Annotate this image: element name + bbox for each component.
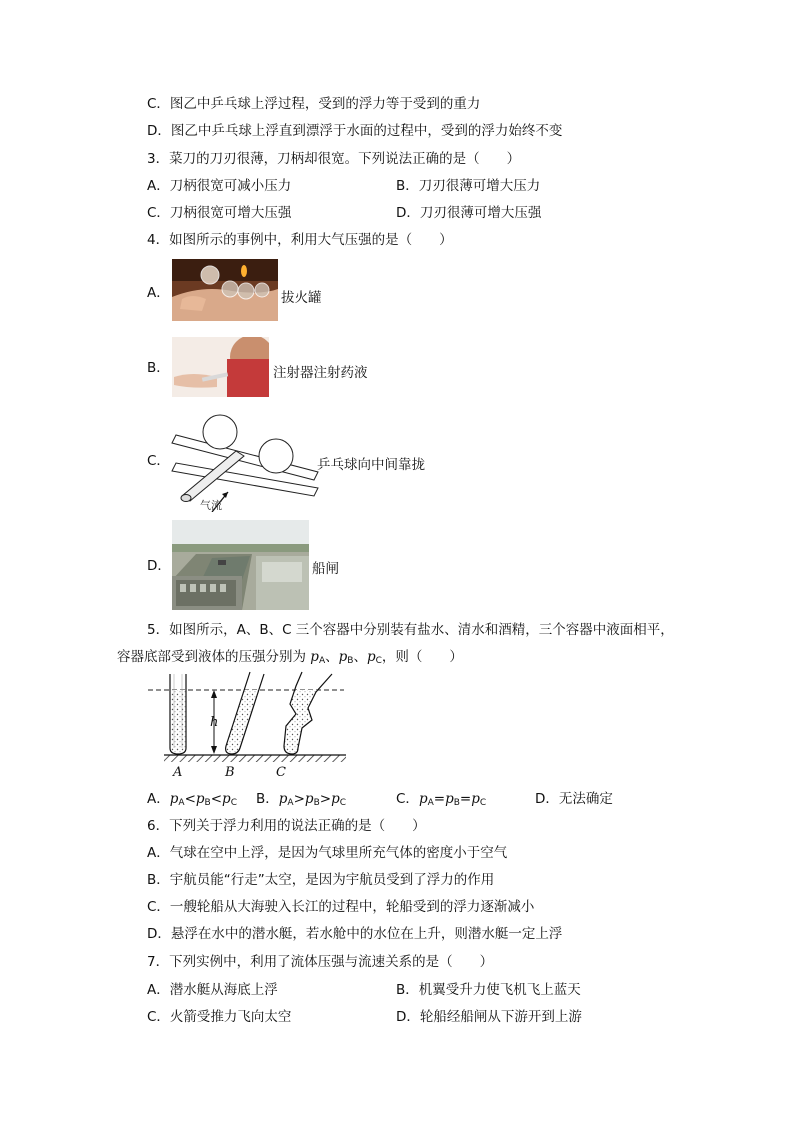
q5-b-s1: A (287, 798, 294, 808)
q5-option-b (256, 790, 346, 812)
q5-option-d: D．无法确定 (535, 791, 613, 807)
q7-option-d: D．轮船经船闸从下游开到上游 (396, 1009, 582, 1025)
cupping-photo (172, 259, 278, 321)
q5-stem-suffix: ，则（ ） (381, 649, 463, 665)
q5-c-p1: p (418, 791, 428, 807)
q7-option-c: C．火箭受推力飞向太空 (147, 1009, 292, 1025)
q5-c-op1: = (433, 791, 446, 807)
q5-sep-1: 、 (325, 649, 339, 665)
q4-option-b-label: B． (147, 360, 170, 376)
q5-c-p3: p (471, 791, 480, 807)
q5-p-a: p (310, 649, 319, 665)
height-label: h (210, 715, 219, 730)
q5-option-a (147, 790, 237, 812)
q5-sub-c: C (375, 656, 382, 666)
q5-sub-a: A (318, 656, 326, 666)
containers-diagram (146, 668, 352, 780)
q7-option-b: B．机翼受升力使飞机飞上蓝天 (396, 982, 581, 998)
q5-option-c (396, 790, 486, 812)
q6-option-d: D．悬浮在水中的潜水艇，若水舱中的水位在上升，则潜水艇一定上浮 (147, 926, 563, 942)
q5-b-p2: p (304, 791, 314, 807)
q6-option-b: B．宇航员能“行走”太空，是因为宇航员受到了浮力的作用 (147, 872, 495, 888)
q5-p-b: p (338, 649, 348, 665)
q5-a-op2: < (210, 791, 223, 807)
q5-option-a-label: A． (147, 791, 170, 807)
q5-b-op2: > (319, 791, 332, 807)
q2-option-d: D．图乙中乒乓球上浮直到漂浮于水面的过程中，受到的浮力始终不变 (147, 123, 563, 139)
q5-p-c: p (366, 649, 376, 665)
pingpong-diagram (170, 408, 320, 512)
q5-a-op1: < (184, 791, 196, 807)
container-b-label: B (225, 765, 235, 780)
q5-c-p2: p (445, 791, 454, 807)
q2-option-c: C．图乙中乒乓球上浮过程，受到的浮力等于受到的重力 (147, 96, 481, 112)
q4-option-a-caption: 拔火罐 (281, 290, 322, 306)
q5-option-c-label: C． (396, 791, 419, 807)
q5-a-s2: B (204, 798, 211, 808)
ship-lock-photo (172, 520, 309, 610)
q5-a-s1: A (178, 798, 185, 808)
q5-stem-line1: 5．如图所示，A、B、C 三个容器中分别装有盐水、清水和酒精，三个容器中液面相平， (147, 622, 674, 638)
q5-a-p1: p (169, 791, 179, 807)
q5-a-p3: p (222, 791, 231, 807)
q3-option-d: D．刀刃很薄可增大压强 (396, 205, 542, 221)
q5-a-p2: p (195, 791, 205, 807)
q7-stem: 7．下列实例中，利用了流体压强与流速关系的是（ ） (147, 954, 494, 970)
q5-b-p3: p (331, 791, 340, 807)
q5-b-p1: p (278, 791, 288, 807)
q5-a-s3: C (230, 798, 237, 808)
q5-stem-line2 (117, 648, 463, 670)
q6-option-c: C．一艘轮船从大海驶入长江的过程中，轮船受到的浮力逐渐减小 (147, 899, 535, 915)
q4-option-b-caption: 注射器注射药液 (273, 365, 368, 381)
q4-option-d-caption: 船闸 (312, 561, 339, 577)
q3-stem: 3．菜刀的刀刃很薄，刀柄却很宽。下列说法正确的是（ ） (147, 151, 521, 167)
q4-option-c-caption: 乒乓球向中间靠拢 (317, 457, 425, 473)
q5-b-op1: > (293, 791, 305, 807)
q5-stem-prefix: 容器底部受到液体的压强分别为 (117, 649, 311, 665)
q5-sub-b: B (347, 656, 354, 666)
injection-photo (172, 337, 269, 397)
q3-option-b: B．刀刃很薄可增大压力 (396, 178, 541, 194)
q6-option-a: A．气球在空中上浮，是因为气球里所充气体的密度小于空气 (147, 845, 508, 861)
q5-b-s3: C (339, 798, 347, 808)
container-a-label: A (173, 765, 183, 780)
q5-c-s3: C (479, 798, 487, 808)
q5-b-s2: B (313, 798, 320, 808)
q5-c-s1: A (427, 798, 434, 808)
container-c-label: C (276, 765, 286, 780)
q3-option-a: A．刀柄很宽可减小压力 (147, 178, 292, 194)
q4-option-a-label: A． (147, 285, 170, 301)
q7-option-a: A．潜水艇从海底上浮 (147, 982, 278, 998)
q6-stem: 6．下列关于浮力利用的说法正确的是（ ） (147, 818, 426, 834)
q3-option-c: C．刀柄很宽可增大压强 (147, 205, 292, 221)
q5-c-s2: B (453, 798, 460, 808)
airflow-label: 气流 (200, 499, 222, 512)
q5-sep-2: 、 (353, 649, 367, 665)
q4-option-d-label: D． (147, 558, 171, 574)
q5-c-op2: = (459, 791, 472, 807)
q4-option-c-label: C． (147, 453, 170, 469)
q4-stem: 4．如图所示的事例中，利用大气压强的是（ ） (147, 232, 453, 248)
q5-option-b-label: B． (256, 791, 279, 807)
